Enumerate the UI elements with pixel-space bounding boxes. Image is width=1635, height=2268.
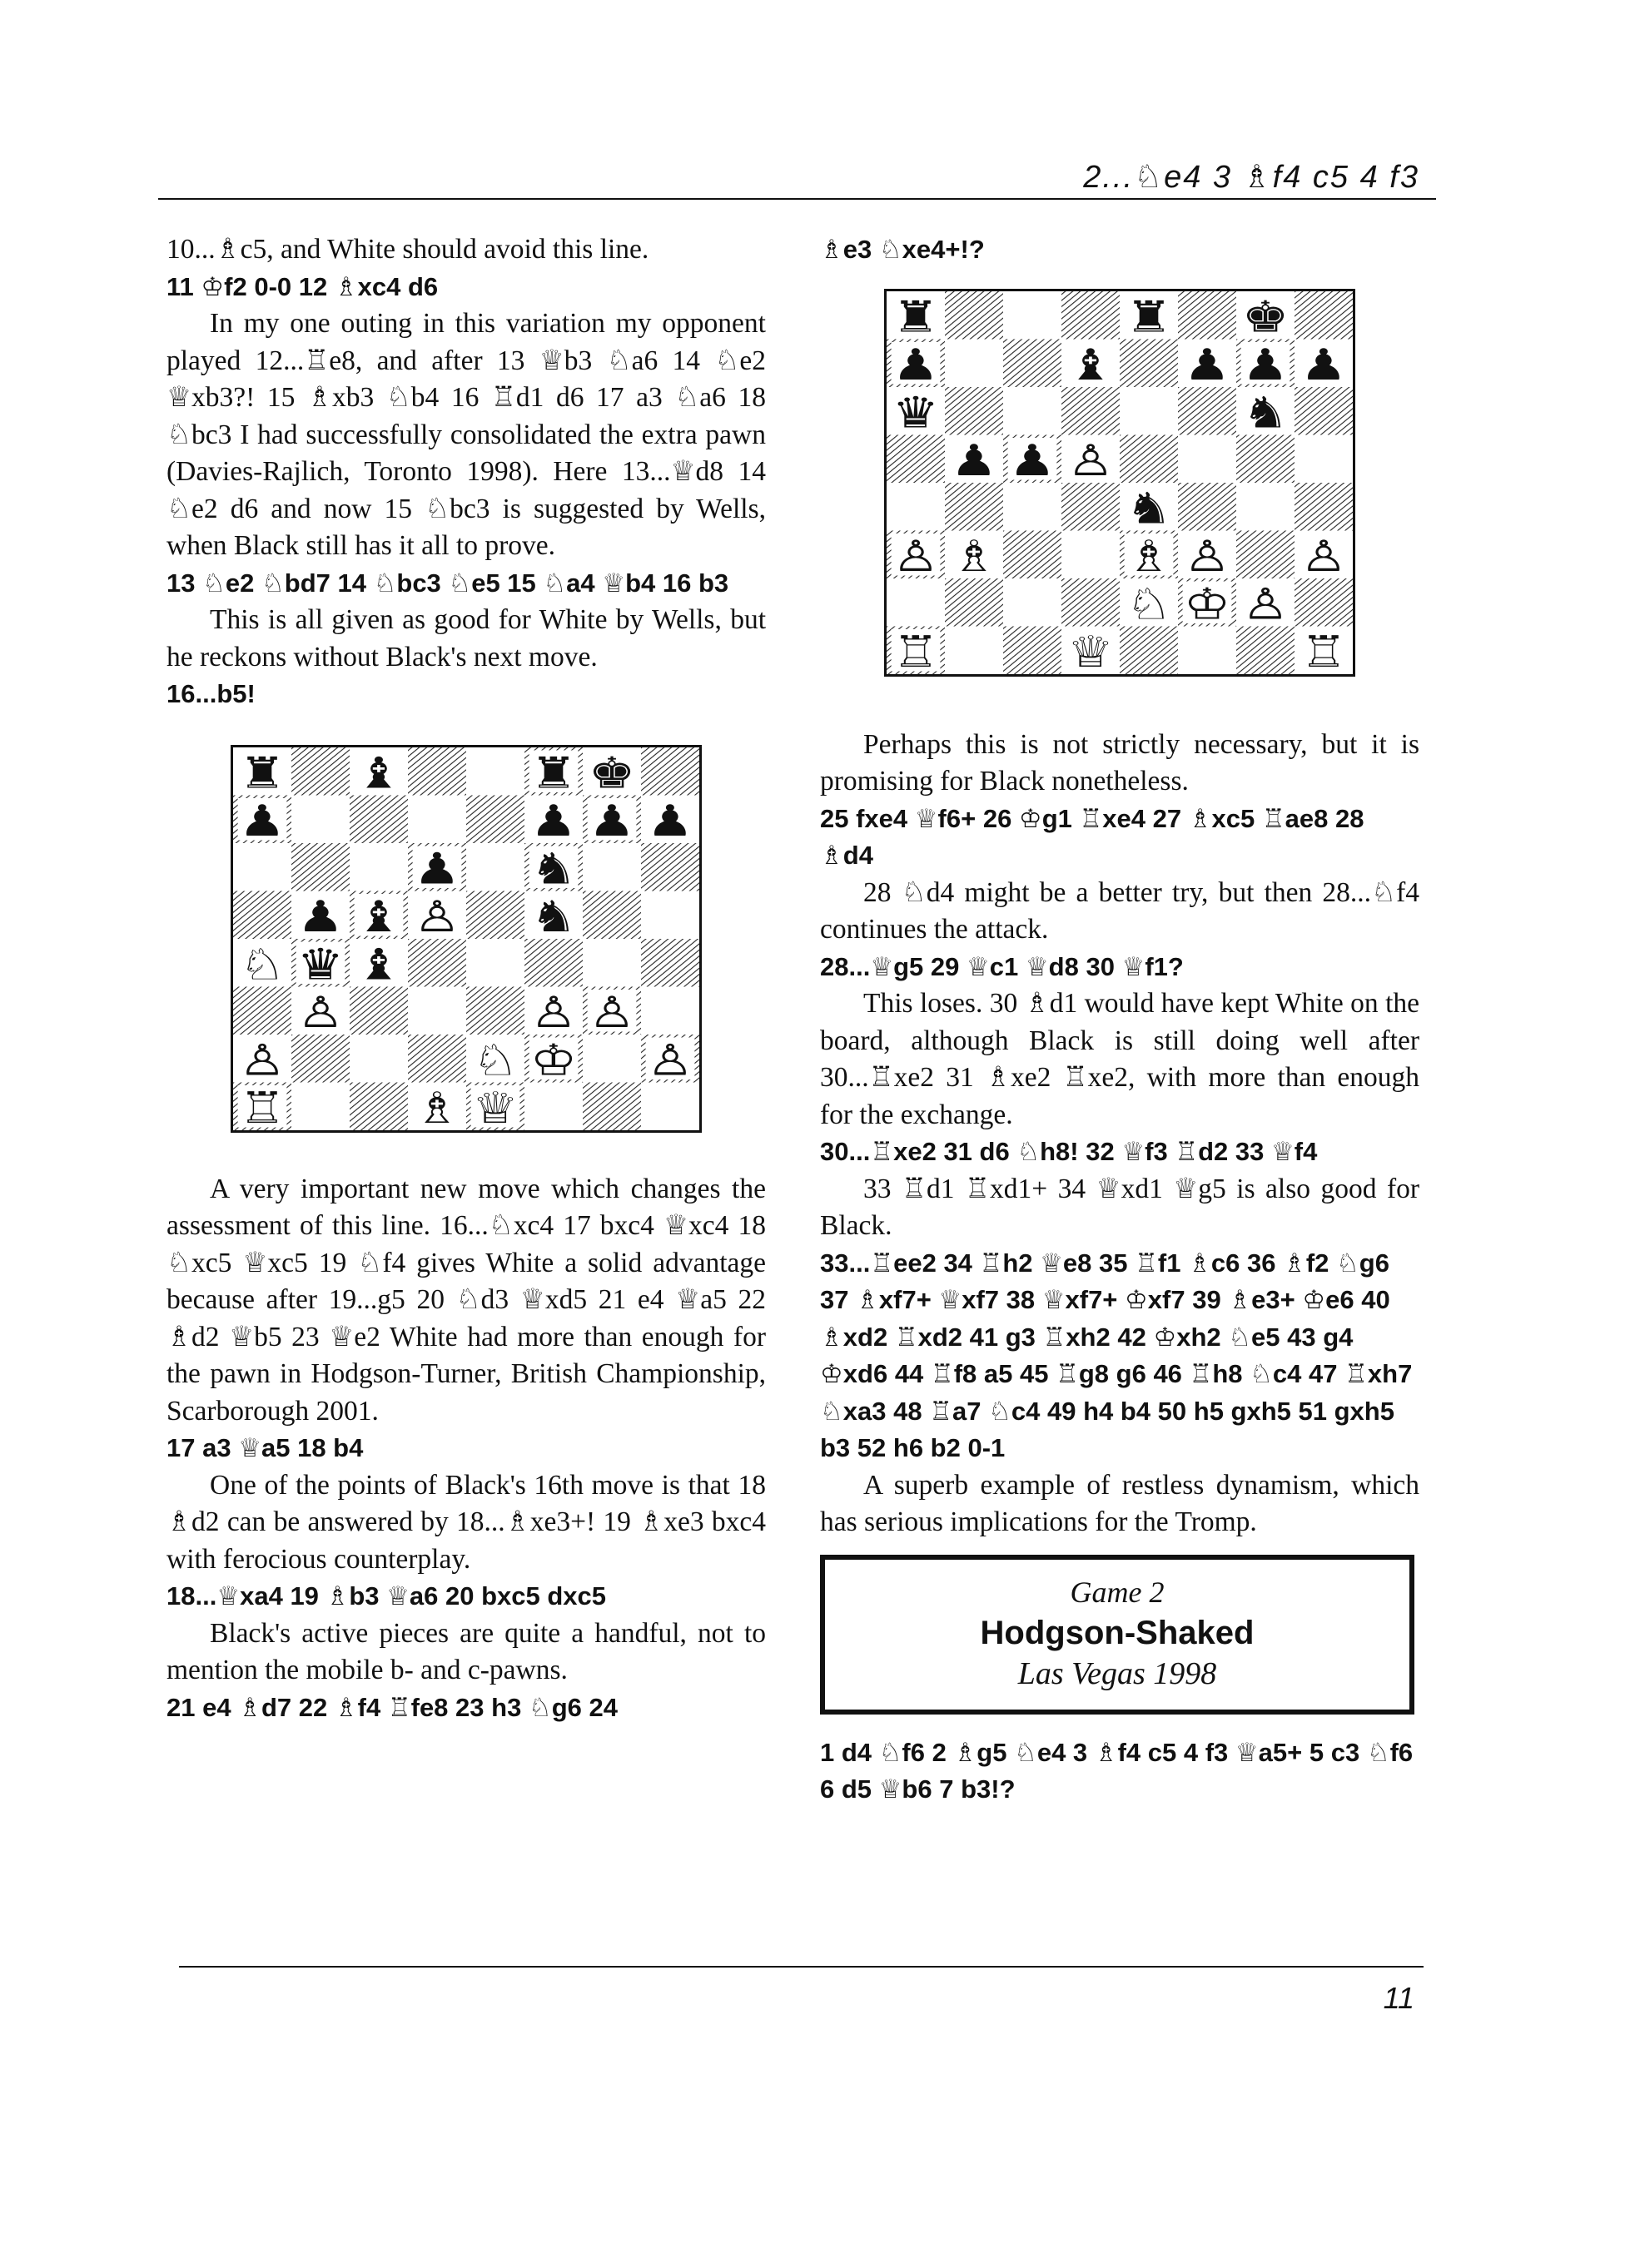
white-rook-icon xyxy=(892,626,939,677)
move-line: 1 d4 ♘f6 2 ♗g5 ♘e4 3 ♗f4 c5 4 f3 ♕a5+ 5 c3 ♘f6 6 d5 ♕b6 7 b3!? xyxy=(820,1737,1414,1804)
dark-square xyxy=(466,891,524,939)
left-column xyxy=(166,231,766,1726)
dark-square xyxy=(1295,291,1353,340)
light-square xyxy=(1236,483,1295,531)
black-pawn-icon xyxy=(1009,434,1056,485)
footer-rule xyxy=(179,1966,1424,1968)
dark-square xyxy=(945,387,1003,435)
white-rook-icon xyxy=(239,1082,286,1133)
dark-square xyxy=(408,939,466,987)
dark-square xyxy=(466,795,524,843)
white-pawn-icon xyxy=(1067,434,1114,485)
white-king-icon xyxy=(1184,578,1230,628)
dark-square xyxy=(583,1082,641,1130)
white-pawn-icon xyxy=(1184,530,1230,581)
white-pawn-icon xyxy=(297,986,344,1037)
dark-square xyxy=(1295,578,1353,627)
dark-square xyxy=(583,891,641,939)
white-pawn-icon xyxy=(892,530,939,581)
light-square xyxy=(641,891,699,939)
white-bishop-icon xyxy=(414,1082,460,1133)
dark-square xyxy=(1061,387,1120,435)
move-line: 16...b5! xyxy=(166,679,256,708)
light-square xyxy=(1003,291,1061,340)
dark-square xyxy=(350,795,408,843)
black-knight-icon xyxy=(530,842,577,893)
move-line: 30...♖xe2 31 d6 ♘h8! 32 ♕f3 ♖d2 33 ♕f4 xyxy=(820,1137,1318,1166)
dark-square xyxy=(1061,291,1120,340)
light-square xyxy=(887,483,945,531)
dark-square xyxy=(945,291,1003,340)
light-square xyxy=(524,1082,583,1130)
black-pawn-icon xyxy=(647,795,693,846)
dark-square xyxy=(1178,291,1236,340)
black-pawn-icon xyxy=(1242,339,1289,390)
dark-square xyxy=(233,986,291,1035)
light-square xyxy=(1178,626,1236,674)
game-players: Hodgson-Shaked xyxy=(980,1614,1255,1651)
dark-square xyxy=(350,1082,408,1130)
black-bishop-icon xyxy=(1067,339,1114,390)
paragraph: One of the points of Black's 16th move is that 18 ♗d2 can be answered by 18...♗xe3+! 19 ♗xe3 bxc4 with ferocious counterplay. xyxy=(166,1469,766,1575)
dark-square xyxy=(641,843,699,891)
black-pawn-icon xyxy=(1184,339,1230,390)
dark-square xyxy=(1178,387,1236,435)
right-column xyxy=(820,231,1419,1809)
white-pawn-icon xyxy=(239,1034,286,1084)
light-square xyxy=(466,939,524,987)
light-square xyxy=(1178,434,1236,483)
dark-square xyxy=(641,747,699,796)
light-square xyxy=(945,626,1003,674)
light-square xyxy=(466,843,524,891)
dark-square xyxy=(1003,530,1061,578)
dark-square xyxy=(408,1035,466,1083)
light-square xyxy=(1295,434,1353,483)
dark-square xyxy=(1295,387,1353,435)
light-square xyxy=(350,843,408,891)
black-pawn-icon xyxy=(892,339,939,390)
white-king-icon xyxy=(530,1034,577,1084)
dark-square xyxy=(641,939,699,987)
light-square xyxy=(945,339,1003,387)
black-bishop-icon xyxy=(355,747,402,797)
move-line: 13 ♘e2 ♘bd7 14 ♘bc3 ♘e5 15 ♘a4 ♕b4 16 b3 xyxy=(166,568,729,598)
light-square xyxy=(583,843,641,891)
black-knight-icon xyxy=(1242,386,1289,437)
paragraph: 33 ♖d1 ♖xd1+ 34 ♕xd1 ♕g5 is also good for Black. xyxy=(820,1173,1419,1241)
chess-diagram-right xyxy=(884,289,1355,677)
dark-square xyxy=(1236,626,1295,674)
black-rook-icon xyxy=(530,747,577,797)
dark-square xyxy=(524,939,583,987)
black-king-icon xyxy=(589,747,635,797)
move-line: 18...♕xa4 19 ♗b3 ♕a6 20 bxc5 dxc5 xyxy=(166,1581,607,1610)
game-heading-box xyxy=(820,1555,1414,1715)
header-rule xyxy=(158,198,1436,200)
dark-square xyxy=(1061,578,1120,627)
move-line: 17 a3 ♕a5 18 b4 xyxy=(166,1433,364,1462)
dark-square xyxy=(466,986,524,1035)
dark-square xyxy=(945,483,1003,531)
paragraph: In my one outing in this variation my opponent played 12...♖e8, and after 13 ♕b3 ♘a6 14 ♘e2 ♕xb3?! 15 ♗xb3 ♘b4 16 ♖d1 d6 17 a3 ♘a6 18 ♘bc3 I had successfully consolidated the extra pawn (Davies-Rajlich, Toronto 1998). Here 13...♕d8 14 ♘e2 d6 and now 15 ♘bc3 is suggested by Wells, when Black still has it all to prove. xyxy=(166,308,766,561)
running-title: 2...♘e4 3 ♗f4 c5 4 f3 xyxy=(1083,160,1419,195)
light-square xyxy=(1061,530,1120,578)
page-number: 11 xyxy=(1383,1981,1414,2015)
dark-square xyxy=(1003,339,1061,387)
black-pawn-icon xyxy=(414,842,460,893)
dark-square xyxy=(1120,626,1178,674)
black-pawn-icon xyxy=(297,891,344,941)
black-queen-icon xyxy=(297,938,344,989)
light-square xyxy=(233,843,291,891)
dark-square xyxy=(350,986,408,1035)
white-pawn-icon xyxy=(1242,578,1289,628)
dark-square xyxy=(291,843,350,891)
light-square xyxy=(291,1082,350,1130)
black-pawn-icon xyxy=(1300,339,1347,390)
dark-square xyxy=(1236,434,1295,483)
light-square xyxy=(350,1035,408,1083)
light-square xyxy=(583,939,641,987)
black-pawn-icon xyxy=(530,795,577,846)
light-square xyxy=(583,1035,641,1083)
black-bishop-icon xyxy=(355,938,402,989)
dark-square xyxy=(291,747,350,796)
dark-square xyxy=(1003,626,1061,674)
light-square xyxy=(408,986,466,1035)
dark-square xyxy=(1236,530,1295,578)
black-queen-icon xyxy=(892,386,939,437)
black-rook-icon xyxy=(892,290,939,341)
black-rook-icon xyxy=(1126,290,1172,341)
black-pawn-icon xyxy=(951,434,997,485)
dark-square xyxy=(945,578,1003,627)
game-label: Game 2 xyxy=(1070,1575,1165,1609)
dark-square xyxy=(1295,483,1353,531)
move-line: 28...♕g5 29 ♕c1 ♕d8 30 ♕f1? xyxy=(820,951,1184,981)
black-pawn-icon xyxy=(239,795,286,846)
white-bishop-icon xyxy=(951,530,997,581)
paragraph: This loses. 30 ♗d1 would have kept White on the board, although Black is still doing well after 30...♖xe2 31 ♗xe2 ♖xe2, with more than enough for the exchange. xyxy=(820,988,1419,1130)
white-bishop-icon xyxy=(1126,530,1172,581)
black-knight-icon xyxy=(1126,482,1172,533)
move-line: 11 ♔f2 0-0 12 ♗xc4 d6 xyxy=(166,271,439,301)
black-bishop-icon xyxy=(355,891,402,941)
white-queen-icon xyxy=(472,1082,519,1133)
white-queen-icon xyxy=(1067,626,1114,677)
white-knight-icon xyxy=(239,938,286,989)
light-square xyxy=(1120,387,1178,435)
move-line: 25 fxe4 ♕f6+ 26 ♔g1 ♖xe4 27 ♗xc5 ♖ae8 28 ♗d4 xyxy=(820,803,1364,870)
game-event: Las Vegas 1998 xyxy=(1017,1655,1217,1691)
dark-square xyxy=(1120,434,1178,483)
dark-square xyxy=(233,891,291,939)
white-pawn-icon xyxy=(647,1034,693,1084)
black-rook-icon xyxy=(239,747,286,797)
dark-square xyxy=(1061,483,1120,531)
running-header xyxy=(158,158,1436,200)
white-knight-icon xyxy=(472,1034,519,1084)
black-knight-icon xyxy=(530,891,577,941)
light-square xyxy=(641,1082,699,1130)
dark-square xyxy=(291,1035,350,1083)
paragraph: This is all given as good for White by Wells, but he reckons without Black's next move. xyxy=(166,604,766,672)
move-line: ♗e3 ♘xe4+!? xyxy=(820,235,985,264)
move-line: 33...♖ee2 34 ♖h2 ♕e8 35 ♖f1 ♗c6 36 ♗f2 ♘g6 37 ♗xf7+ ♕xf7 38 ♕xf7+ ♔xf7 39 ♗e3+ ♔e6 40 ♗xd2 ♖xd2 41 g3 ♖xh2 42 ♔xh2 ♘e5 43 g4 ♔xd6 44 ♖f8 a5 45 ♖g8 g6 46 ♖h8 ♘c4 47 ♖xh7 ♘xa3 48 ♖a7 ♘c4 49 h4 b4 50 h5 gxh5 51 gxh5 b3 52 h6 b2 0-1 xyxy=(820,1248,1413,1462)
move-line: 21 e4 ♗d7 22 ♗f4 ♖fe8 23 h3 ♘g6 24 xyxy=(166,1692,618,1722)
paragraph: Black's active pieces are quite a handful, not to mention the mobile b- and c-pawns. xyxy=(166,1617,766,1685)
dark-square xyxy=(1120,339,1178,387)
paragraph: A superb example of restless dynamism, which has serious implications for the Tromp. xyxy=(820,1469,1419,1537)
light-square xyxy=(466,747,524,796)
light-square xyxy=(1003,387,1061,435)
paragraph: 28 ♘d4 might be a better try, but then 28...♘f4 continues the attack. xyxy=(820,876,1419,945)
light-square xyxy=(641,986,699,1035)
paragraph: A very important new move which changes the assessment of this line. 16...♘xc4 17 bxc4 ♕xc4 18 ♘xc5 ♕xc5 19 ♘f4 gives White a solid advantage because after 19...g5 20 ♘d3 ♕xd5 21 e4 ♕a5 22 ♗d2 ♕b5 23 ♕e2 White had more than enough for the pawn in Hodgson-Turner, British Championship, Scarborough 2001. xyxy=(166,1173,766,1427)
dark-square xyxy=(1178,483,1236,531)
light-square xyxy=(1003,578,1061,627)
white-knight-icon xyxy=(1126,578,1172,628)
paragraph: 10...♗c5, and White should avoid this line. xyxy=(166,234,649,265)
black-pawn-icon xyxy=(589,795,635,846)
chess-diagram-left xyxy=(231,745,702,1133)
paragraph: Perhaps this is not strictly necessary, but it is promising for Black nonetheless. xyxy=(820,728,1419,797)
light-square xyxy=(1003,483,1061,531)
light-square xyxy=(291,795,350,843)
white-rook-icon xyxy=(1300,626,1347,677)
white-pawn-icon xyxy=(414,891,460,941)
dark-square xyxy=(887,434,945,483)
light-square xyxy=(887,578,945,627)
white-pawn-icon xyxy=(1300,530,1347,581)
light-square xyxy=(408,795,466,843)
dark-square xyxy=(408,747,466,796)
black-king-icon xyxy=(1242,290,1289,341)
white-pawn-icon xyxy=(589,986,635,1037)
white-pawn-icon xyxy=(530,986,577,1037)
